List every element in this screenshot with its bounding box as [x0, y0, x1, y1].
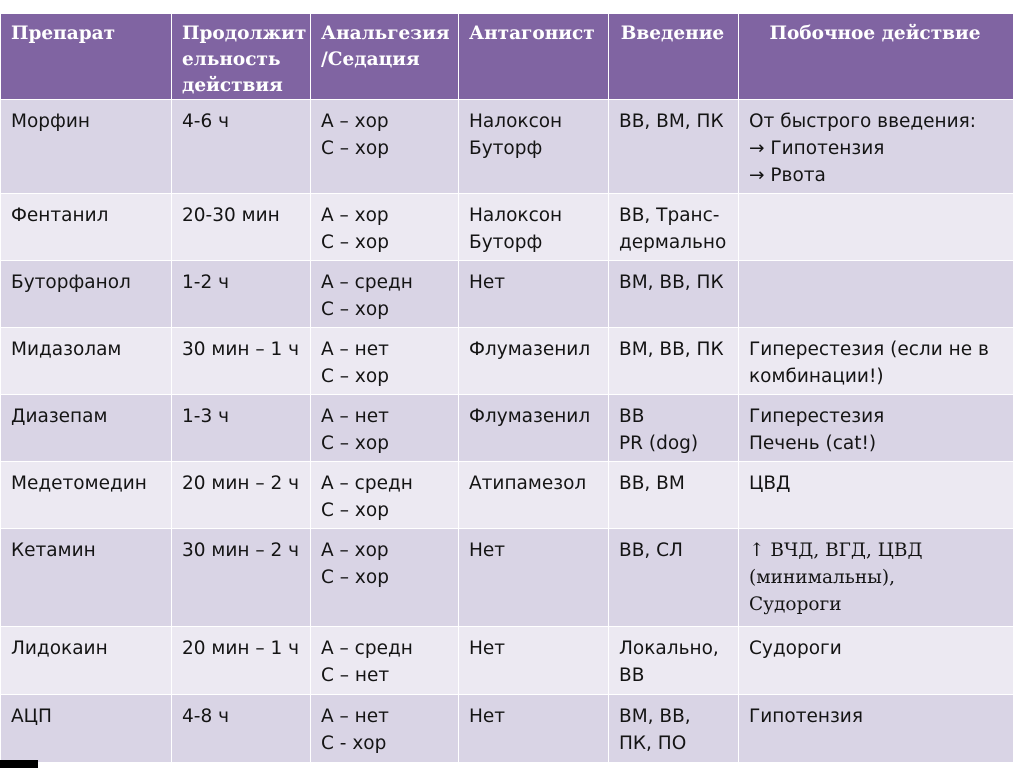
- cell-line: Флумазенил: [469, 406, 591, 427]
- header-line: Введение: [620, 23, 725, 44]
- cell-line: Гиперестезия: [749, 406, 885, 427]
- duration-cell: [172, 695, 311, 763]
- cell-line: Налоксон: [469, 111, 563, 132]
- header-antagonist: [459, 14, 609, 100]
- analgesia-sedation-cell: [311, 100, 459, 194]
- header-line: Продолжит: [182, 23, 307, 44]
- cell-line: Нет: [469, 638, 506, 659]
- cell-line: ВВ, ВМ, ПК: [619, 111, 724, 132]
- header-line: действия: [182, 75, 283, 96]
- antagonist-cell: [459, 261, 609, 328]
- duration-cell: [172, 627, 311, 695]
- table-row: [1, 261, 1014, 328]
- side-effect-cell: [739, 194, 1014, 261]
- route-cell: [609, 529, 739, 627]
- drug-cell: Мидазолам: [1, 328, 172, 395]
- analgesia-sedation-cell: [311, 328, 459, 395]
- route-cell: [609, 261, 739, 328]
- cell-line: С – хор: [321, 299, 389, 320]
- drug-cell: Фентанил: [1, 194, 172, 261]
- cell-line: 20-30 мин: [182, 205, 280, 226]
- table-row: [1, 462, 1014, 529]
- header-side-effect: [739, 14, 1014, 100]
- header-row: [1, 14, 1014, 100]
- cell-line: Буторф: [469, 138, 543, 159]
- cell-line: А – нет: [321, 339, 389, 360]
- cell-line: Печень (cat!): [749, 433, 877, 454]
- antagonist-cell: [459, 100, 609, 194]
- side-effect-cell: [739, 328, 1014, 395]
- cell-line: ВМ, ВВ, ПК: [619, 272, 724, 293]
- route-cell: [609, 627, 739, 695]
- cell-line: Буторф: [469, 232, 543, 253]
- analgesia-sedation-cell: [311, 529, 459, 627]
- drug-cell: Кетамин: [1, 529, 172, 627]
- header-line: Препарат: [11, 23, 116, 44]
- cell-line: PR (dog): [619, 433, 699, 454]
- cell-line: А – средн: [321, 638, 413, 659]
- route-cell: [609, 100, 739, 194]
- cell-line: А – хор: [321, 205, 389, 226]
- cell-line: 30 мин – 2 ч: [182, 540, 300, 561]
- cell-line: 20 мин – 1 ч: [182, 638, 300, 659]
- side-effect-cell: [739, 261, 1014, 328]
- cell-line: Флумазенил: [469, 339, 591, 360]
- cell-line: ВВ: [619, 665, 645, 686]
- cell-line: С – хор: [321, 232, 389, 253]
- route-cell: [609, 462, 739, 529]
- duration-cell: [172, 462, 311, 529]
- cell-line: ВМ, ВВ, ПК: [619, 339, 724, 360]
- antagonist-cell: [459, 627, 609, 695]
- cell-line: Атипамезол: [469, 473, 587, 494]
- cell-line: Гипотензия: [749, 706, 863, 727]
- header-drug: [1, 14, 172, 100]
- duration-cell: [172, 529, 311, 627]
- cell-line: Нет: [469, 540, 506, 561]
- cell-line: Нет: [469, 706, 506, 727]
- side-effect-cell: [739, 529, 1014, 627]
- antagonist-cell: [459, 395, 609, 462]
- side-effect-cell: [739, 395, 1014, 462]
- cell-line: Судороги: [749, 594, 842, 615]
- cell-line: С – хор: [321, 567, 389, 588]
- route-cell: [609, 695, 739, 763]
- cell-line: ↑ ВЧД, ВГД, ЦВД: [749, 540, 923, 561]
- corner-mark: [0, 760, 38, 768]
- header-duration: [172, 14, 311, 100]
- analgesia-sedation-cell: [311, 194, 459, 261]
- table-row: [1, 627, 1014, 695]
- cell-line: ВВ, ВМ: [619, 473, 685, 494]
- cell-line: → Рвота: [749, 165, 826, 186]
- cell-line: (минимальны),: [749, 567, 895, 588]
- route-cell: [609, 328, 739, 395]
- cell-line: Судороги: [749, 638, 842, 659]
- cell-line: ЦВД: [749, 473, 791, 494]
- duration-cell: [172, 100, 311, 194]
- table-row: [1, 529, 1014, 627]
- duration-cell: [172, 194, 311, 261]
- cell-line: 1-2 ч: [182, 272, 230, 293]
- cell-line: ВВ: [619, 406, 645, 427]
- table-row: [1, 395, 1014, 462]
- cell-line: 20 мин – 2 ч: [182, 473, 300, 494]
- cell-line: С – хор: [321, 366, 389, 387]
- duration-cell: [172, 328, 311, 395]
- antagonist-cell: [459, 328, 609, 395]
- drug-cell: АЦП: [1, 695, 172, 763]
- drug-cell: Морфин: [1, 100, 172, 194]
- side-effect-cell: [739, 462, 1014, 529]
- cell-line: 1-3 ч: [182, 406, 230, 427]
- cell-line: А – хор: [321, 111, 389, 132]
- drug-cell: Буторфанол: [1, 261, 172, 328]
- header-line: Антагонист: [469, 23, 595, 44]
- cell-line: ВВ, СЛ: [619, 540, 683, 561]
- cell-line: ВМ, ВВ,: [619, 706, 691, 727]
- analgesia-sedation-cell: [311, 462, 459, 529]
- cell-line: 4-6 ч: [182, 111, 230, 132]
- drug-cell: Диазепам: [1, 395, 172, 462]
- side-effect-cell: [739, 100, 1014, 194]
- header-line: ельность: [182, 49, 281, 70]
- table-row: [1, 695, 1014, 763]
- cell-line: ПК, ПО: [619, 733, 687, 754]
- cell-line: С – хор: [321, 500, 389, 521]
- cell-line: А – нет: [321, 406, 389, 427]
- table-row: [1, 100, 1014, 194]
- analgesia-sedation-cell: [311, 695, 459, 763]
- cell-line: А – хор: [321, 540, 389, 561]
- cell-line: комбинации!): [749, 366, 884, 387]
- cell-line: дермально: [619, 232, 727, 253]
- header-line: /Седация: [321, 49, 420, 70]
- table-row: [1, 328, 1014, 395]
- antagonist-cell: [459, 462, 609, 529]
- cell-line: А – средн: [321, 473, 413, 494]
- antagonist-cell: [459, 695, 609, 763]
- header-route: [609, 14, 739, 100]
- antagonist-cell: [459, 529, 609, 627]
- drug-cell: Лидокаин: [1, 627, 172, 695]
- analgesia-sedation-cell: [311, 395, 459, 462]
- cell-line: С – хор: [321, 138, 389, 159]
- side-effect-cell: [739, 695, 1014, 763]
- cell-line: С – нет: [321, 665, 390, 686]
- duration-cell: [172, 395, 311, 462]
- table-row: [1, 194, 1014, 261]
- header-line: Побочное действие: [769, 23, 981, 44]
- route-cell: [609, 194, 739, 261]
- cell-line: Налоксон: [469, 205, 563, 226]
- cell-line: → Гипотензия: [749, 138, 885, 159]
- side-effect-cell: [739, 627, 1014, 695]
- cell-line: 4-8 ч: [182, 706, 230, 727]
- cell-line: Нет: [469, 272, 506, 293]
- route-cell: [609, 395, 739, 462]
- cell-line: А – средн: [321, 272, 413, 293]
- antagonist-cell: [459, 194, 609, 261]
- cell-line: 30 мин – 1 ч: [182, 339, 300, 360]
- drug-table: [0, 13, 1014, 763]
- analgesia-sedation-cell: [311, 627, 459, 695]
- cell-line: С – хор: [321, 433, 389, 454]
- cell-line: Гиперестезия (если не в: [749, 339, 989, 360]
- analgesia-sedation-cell: [311, 261, 459, 328]
- duration-cell: [172, 261, 311, 328]
- cell-line: От быстрого введения:: [749, 111, 977, 132]
- header-line: Анальгезия: [321, 23, 450, 44]
- header-analgesia-sedation: [311, 14, 459, 100]
- cell-line: ВВ, Транс-: [619, 205, 720, 226]
- cell-line: С - хор: [321, 733, 387, 754]
- cell-line: Локально,: [619, 638, 719, 659]
- cell-line: А – нет: [321, 706, 389, 727]
- drug-cell: Медетомедин: [1, 462, 172, 529]
